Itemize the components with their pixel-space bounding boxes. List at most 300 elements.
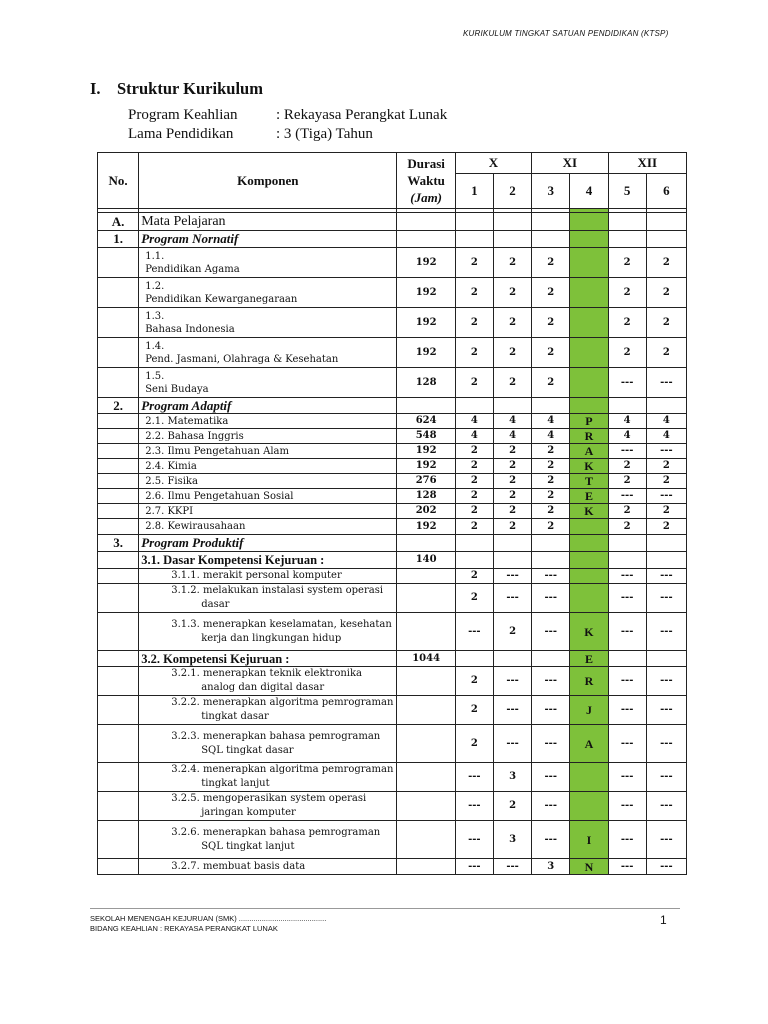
prakerin-cell: R: [570, 667, 608, 696]
row-number: [98, 552, 139, 569]
table-row: [98, 696, 687, 725]
semester-cell: 2: [646, 504, 686, 519]
item-text: 3.2.5. mengoperasikan system operasi jaringan komputer: [171, 793, 367, 818]
semester-cell: ---: [455, 821, 493, 859]
subject-label: 2.8. Kewirausahaan: [139, 519, 397, 535]
semester-cell: [455, 398, 493, 414]
row-number: [98, 368, 139, 398]
table-row: [98, 489, 687, 504]
page-number: 1: [660, 913, 667, 927]
semester-cell: [608, 651, 646, 667]
semester-cell: 2: [646, 308, 686, 338]
semester-cell: ---: [493, 725, 531, 763]
semester-cell: [532, 552, 570, 569]
row-number: [98, 489, 139, 504]
semester-cell: ---: [455, 792, 493, 821]
footer-bidang: BIDANG KEAHLIAN : REKAYASA PERANGKAT LUNAK: [90, 924, 278, 933]
semester-cell: 4: [608, 429, 646, 444]
semester-cell: 2: [646, 459, 686, 474]
duration-cell: 202: [397, 504, 455, 519]
semester-cell: 2: [532, 489, 570, 504]
semester-cell: 2: [532, 474, 570, 489]
semester-cell: 2: [608, 278, 646, 308]
row-number: 2.: [98, 398, 139, 414]
prakerin-cell: K: [570, 613, 608, 651]
prakerin-cell: E: [570, 489, 608, 504]
row-number: A.: [98, 213, 139, 231]
col-header-semester: 4: [570, 174, 608, 209]
table-row: [98, 569, 687, 584]
prakerin-cell: N: [570, 859, 608, 875]
duration-cell: [397, 213, 455, 231]
semester-cell: [493, 231, 531, 248]
semester-cell: 2: [455, 584, 493, 613]
subject-label: 2.2. Bahasa Inggris: [139, 429, 397, 444]
row-number: [98, 821, 139, 859]
prakerin-cell: [570, 763, 608, 792]
semester-cell: 2: [532, 459, 570, 474]
prakerin-cell: [570, 535, 608, 552]
table-row: [98, 278, 687, 308]
item-text: 3.2.2. menerapkan algoritma pemrograman tingkat dasar: [171, 697, 394, 722]
duration-cell: [397, 535, 455, 552]
table-row: [98, 584, 687, 613]
duration-cell: 128: [397, 368, 455, 398]
table-row: [98, 231, 687, 248]
semester-cell: 3: [493, 821, 531, 859]
semester-cell: ---: [532, 613, 570, 651]
prakerin-cell: J: [570, 696, 608, 725]
semester-cell: 2: [455, 725, 493, 763]
semester-cell: [532, 535, 570, 552]
duration-cell: 192: [397, 308, 455, 338]
semester-cell: ---: [646, 584, 686, 613]
duration-cell: [397, 859, 455, 875]
item-text: 3.2.4. menerapkan algoritma pemrograman tingkat lanjut: [171, 764, 394, 789]
semester-cell: 2: [493, 613, 531, 651]
col-header-komponen: Komponen: [139, 153, 397, 209]
row-number: [98, 667, 139, 696]
subject-label: 2.1. Matematika: [139, 414, 397, 429]
prakerin-cell: A: [570, 444, 608, 459]
item-label: [139, 584, 397, 613]
row-number: [98, 444, 139, 459]
semester-cell: ---: [608, 763, 646, 792]
row-number: [98, 504, 139, 519]
meta-value: : 3 (Tiga) Tahun: [276, 126, 373, 142]
row-number: [98, 613, 139, 651]
row-number: [98, 429, 139, 444]
duration-cell: [397, 231, 455, 248]
semester-cell: 2: [608, 519, 646, 535]
semester-cell: [493, 398, 531, 414]
semester-cell: ---: [532, 725, 570, 763]
duration-cell: 548: [397, 429, 455, 444]
semester-cell: ---: [493, 859, 531, 875]
semester-cell: [532, 231, 570, 248]
semester-cell: ---: [493, 696, 531, 725]
semester-cell: 2: [608, 474, 646, 489]
table-row: [98, 308, 687, 338]
row-number: [98, 725, 139, 763]
semester-cell: 2: [455, 474, 493, 489]
semester-cell: ---: [646, 696, 686, 725]
table-row: [98, 504, 687, 519]
table-row: [98, 613, 687, 651]
semester-cell: [646, 535, 686, 552]
semester-cell: ---: [608, 725, 646, 763]
subject-label: 2.7. KKPI: [139, 504, 397, 519]
semester-cell: 2: [493, 474, 531, 489]
semester-cell: 4: [646, 414, 686, 429]
semester-cell: 2: [455, 368, 493, 398]
semester-cell: 2: [493, 519, 531, 535]
duration-cell: [397, 398, 455, 414]
duration-cell: [397, 667, 455, 696]
semester-cell: 2: [608, 308, 646, 338]
duration-cell: [397, 569, 455, 584]
subject-label: 2.5. Fisika: [139, 474, 397, 489]
semester-cell: [646, 398, 686, 414]
semester-cell: 2: [455, 489, 493, 504]
semester-cell: 2: [608, 338, 646, 368]
row-number: [98, 338, 139, 368]
item-label: [139, 792, 397, 821]
semester-cell: 4: [493, 414, 531, 429]
table-row: [98, 763, 687, 792]
table-row: [98, 459, 687, 474]
table-row: [98, 821, 687, 859]
semester-cell: [455, 231, 493, 248]
semester-cell: 3: [493, 763, 531, 792]
row-number: [98, 859, 139, 875]
table-row: [98, 398, 687, 414]
prakerin-cell: [570, 584, 608, 613]
semester-cell: ---: [608, 444, 646, 459]
semester-cell: [646, 213, 686, 231]
item-label: [139, 859, 397, 875]
semester-cell: ---: [493, 667, 531, 696]
semester-cell: ---: [608, 792, 646, 821]
semester-cell: 2: [493, 792, 531, 821]
semester-cell: [646, 231, 686, 248]
semester-cell: ---: [608, 569, 646, 584]
duration-cell: 192: [397, 278, 455, 308]
duration-cell: 192: [397, 519, 455, 535]
subject-label: 2.6. Ilmu Pengetahuan Sosial: [139, 489, 397, 504]
semester-cell: ---: [646, 859, 686, 875]
row-number: 3.: [98, 535, 139, 552]
table-row: [98, 248, 687, 278]
durasi-line-1: Durasi: [407, 156, 445, 171]
semester-cell: 2: [646, 519, 686, 535]
prakerin-cell: [570, 368, 608, 398]
semester-cell: ---: [646, 763, 686, 792]
semester-cell: 2: [493, 278, 531, 308]
duration-cell: [397, 821, 455, 859]
semester-cell: ---: [646, 821, 686, 859]
semester-cell: 4: [532, 429, 570, 444]
semester-cell: ---: [646, 569, 686, 584]
group-label: Program Produktif: [139, 535, 397, 552]
semester-cell: 4: [455, 414, 493, 429]
subject-label: 1.3. Bahasa Indonesia: [139, 308, 397, 338]
semester-cell: [493, 213, 531, 231]
subject-label: 1.1. Pendidikan Agama: [139, 248, 397, 278]
semester-cell: 2: [493, 444, 531, 459]
section-number: I.: [90, 79, 101, 98]
semester-cell: [532, 651, 570, 667]
semester-cell: 2: [646, 278, 686, 308]
section-title: Struktur Kurikulum: [117, 79, 263, 98]
semester-cell: 2: [455, 459, 493, 474]
prakerin-cell: K: [570, 459, 608, 474]
subject-label: 1.4. Pend. Jasmani, Olahraga & Kesehatan: [139, 338, 397, 368]
duration-cell: [397, 792, 455, 821]
semester-cell: ---: [493, 569, 531, 584]
item-text: 3.2.3. menerapkan bahasa pemrograman SQL tingkat dasar: [171, 730, 381, 756]
row-number: [98, 474, 139, 489]
meta-label: Program Keahlian: [128, 107, 238, 123]
duration-cell: [397, 584, 455, 613]
semester-cell: ---: [646, 667, 686, 696]
semester-cell: 2: [455, 667, 493, 696]
semester-cell: [608, 398, 646, 414]
semester-cell: ---: [532, 763, 570, 792]
prakerin-cell: [570, 552, 608, 569]
row-number: [98, 308, 139, 338]
prakerin-cell: E: [570, 651, 608, 667]
row-number: [98, 414, 139, 429]
semester-cell: 2: [532, 338, 570, 368]
semester-cell: ---: [532, 696, 570, 725]
semester-cell: [608, 535, 646, 552]
semester-cell: ---: [532, 569, 570, 584]
item-text: 3.2.6. menerapkan bahasa pemrograman SQL tingkat lanjut: [171, 826, 381, 852]
semester-cell: 2: [532, 444, 570, 459]
duration-cell: 624: [397, 414, 455, 429]
semester-cell: ---: [608, 584, 646, 613]
row-number: 1.: [98, 231, 139, 248]
semester-cell: 2: [455, 278, 493, 308]
table-row: [98, 725, 687, 763]
prakerin-cell: P: [570, 414, 608, 429]
semester-cell: 2: [532, 504, 570, 519]
semester-cell: 2: [646, 338, 686, 368]
semester-cell: 2: [455, 696, 493, 725]
semester-cell: 2: [532, 368, 570, 398]
prakerin-cell: [570, 213, 608, 231]
prakerin-cell: [570, 569, 608, 584]
semester-cell: ---: [532, 821, 570, 859]
semester-cell: 2: [455, 308, 493, 338]
semester-cell: ---: [532, 667, 570, 696]
semester-cell: ---: [608, 696, 646, 725]
meta-program-keahlian: [128, 107, 447, 124]
table-row: [98, 474, 687, 489]
semester-cell: [455, 213, 493, 231]
item-text: 3.2.7. membuat basis data: [171, 860, 306, 872]
semester-cell: 2: [646, 248, 686, 278]
semester-cell: ---: [608, 667, 646, 696]
semester-cell: 3: [532, 859, 570, 875]
table-row: [98, 792, 687, 821]
semester-cell: [532, 398, 570, 414]
row-number: [98, 248, 139, 278]
table-row: [98, 552, 687, 569]
semester-cell: 2: [532, 519, 570, 535]
duration-cell: [397, 763, 455, 792]
semester-cell: [532, 213, 570, 231]
prakerin-cell: [570, 792, 608, 821]
section-label: Mata Pelajaran: [139, 213, 397, 231]
prakerin-cell: K: [570, 504, 608, 519]
item-text: 3.1.2. melakukan instalasi system operasi dasar: [171, 585, 384, 610]
col-header-semester: 1: [455, 174, 493, 209]
row-number: [98, 278, 139, 308]
item-text: 3.1.1. merakit personal komputer: [171, 570, 342, 581]
semester-cell: 2: [646, 474, 686, 489]
semester-cell: 2: [608, 504, 646, 519]
durasi-line-3: (Jam): [410, 190, 443, 205]
item-label: [139, 725, 397, 763]
group-label: Program Nornatif: [139, 231, 397, 248]
prakerin-cell: [570, 248, 608, 278]
footer-divider: [90, 908, 680, 909]
durasi-line-2: Waktu: [407, 173, 445, 188]
col-header-semester: 5: [608, 174, 646, 209]
semester-cell: ---: [646, 444, 686, 459]
semester-cell: [455, 552, 493, 569]
semester-cell: 2: [532, 278, 570, 308]
group-label: Program Adaptif: [139, 398, 397, 414]
col-header-no: No.: [98, 153, 139, 209]
semester-cell: [493, 651, 531, 667]
footer-school: SEKOLAH MENENGAH KEJURUAN (SMK) ..........................................: [90, 914, 327, 923]
table-row: [98, 213, 687, 231]
row-number: [98, 459, 139, 474]
duration-cell: 1044: [397, 651, 455, 667]
semester-cell: 2: [455, 569, 493, 584]
semester-cell: ---: [532, 584, 570, 613]
duration-cell: 276: [397, 474, 455, 489]
semester-cell: 4: [532, 414, 570, 429]
subject-label: 1.2. Pendidikan Kewarganegaraan: [139, 278, 397, 308]
row-number: [98, 763, 139, 792]
duration-cell: [397, 696, 455, 725]
semester-cell: ---: [493, 584, 531, 613]
duration-cell: 140: [397, 552, 455, 569]
semester-cell: 2: [493, 308, 531, 338]
semester-cell: [608, 213, 646, 231]
semester-cell: 2: [608, 459, 646, 474]
duration-cell: 192: [397, 444, 455, 459]
semester-cell: ---: [646, 368, 686, 398]
prakerin-cell: A: [570, 725, 608, 763]
subgroup-label: 3.1. Dasar Kompetensi Kejuruan :: [139, 552, 397, 569]
table-row: [98, 859, 687, 875]
semester-cell: [608, 552, 646, 569]
table-row: [98, 414, 687, 429]
semester-cell: [646, 552, 686, 569]
row-number: [98, 651, 139, 667]
item-label: [139, 667, 397, 696]
semester-cell: ---: [608, 859, 646, 875]
subgroup-label: 3.2. Kompetensi Kejuruan :: [139, 651, 397, 667]
duration-cell: [397, 613, 455, 651]
row-number: [98, 519, 139, 535]
semester-cell: ---: [646, 489, 686, 504]
duration-cell: 128: [397, 489, 455, 504]
semester-cell: [493, 552, 531, 569]
row-number: [98, 696, 139, 725]
semester-cell: ---: [455, 763, 493, 792]
semester-cell: ---: [646, 792, 686, 821]
col-header-semester: 2: [493, 174, 531, 209]
semester-cell: 4: [608, 414, 646, 429]
col-header-kelas-x: X: [455, 153, 531, 174]
table-row: [98, 368, 687, 398]
semester-cell: ---: [646, 613, 686, 651]
prakerin-cell: I: [570, 821, 608, 859]
semester-cell: 2: [493, 368, 531, 398]
section-heading: [90, 79, 263, 99]
semester-cell: 4: [646, 429, 686, 444]
duration-cell: [397, 725, 455, 763]
prakerin-cell: [570, 278, 608, 308]
prakerin-cell: [570, 338, 608, 368]
item-label: [139, 696, 397, 725]
semester-cell: ---: [455, 613, 493, 651]
semester-cell: [455, 535, 493, 552]
semester-cell: [455, 651, 493, 667]
subject-label: 2.3. Ilmu Pengetahuan Alam: [139, 444, 397, 459]
meta-label: Lama Pendidikan: [128, 126, 234, 142]
semester-cell: 2: [455, 504, 493, 519]
col-header-kelas-xii: XII: [608, 153, 686, 174]
duration-cell: 192: [397, 248, 455, 278]
semester-cell: 2: [532, 308, 570, 338]
semester-cell: 4: [493, 429, 531, 444]
semester-cell: 2: [455, 519, 493, 535]
semester-cell: [493, 535, 531, 552]
table-row: [98, 651, 687, 667]
item-label: [139, 569, 397, 584]
col-header-semester: 6: [646, 174, 686, 209]
semester-cell: ---: [608, 489, 646, 504]
row-number: [98, 569, 139, 584]
semester-cell: 2: [493, 504, 531, 519]
semester-cell: 2: [532, 248, 570, 278]
table-row: [98, 338, 687, 368]
semester-cell: ---: [608, 821, 646, 859]
semester-cell: ---: [455, 859, 493, 875]
semester-cell: 2: [455, 338, 493, 368]
semester-cell: 2: [455, 248, 493, 278]
row-number: [98, 584, 139, 613]
duration-cell: 192: [397, 338, 455, 368]
item-label: [139, 763, 397, 792]
semester-cell: ---: [608, 368, 646, 398]
col-header-semester: 3: [532, 174, 570, 209]
semester-cell: [646, 651, 686, 667]
table-row: [98, 519, 687, 535]
table-row: [98, 429, 687, 444]
meta-lama-pendidikan: [128, 126, 373, 143]
item-label: [139, 821, 397, 859]
semester-cell: 2: [493, 489, 531, 504]
subject-label: 1.5. Seni Budaya: [139, 368, 397, 398]
